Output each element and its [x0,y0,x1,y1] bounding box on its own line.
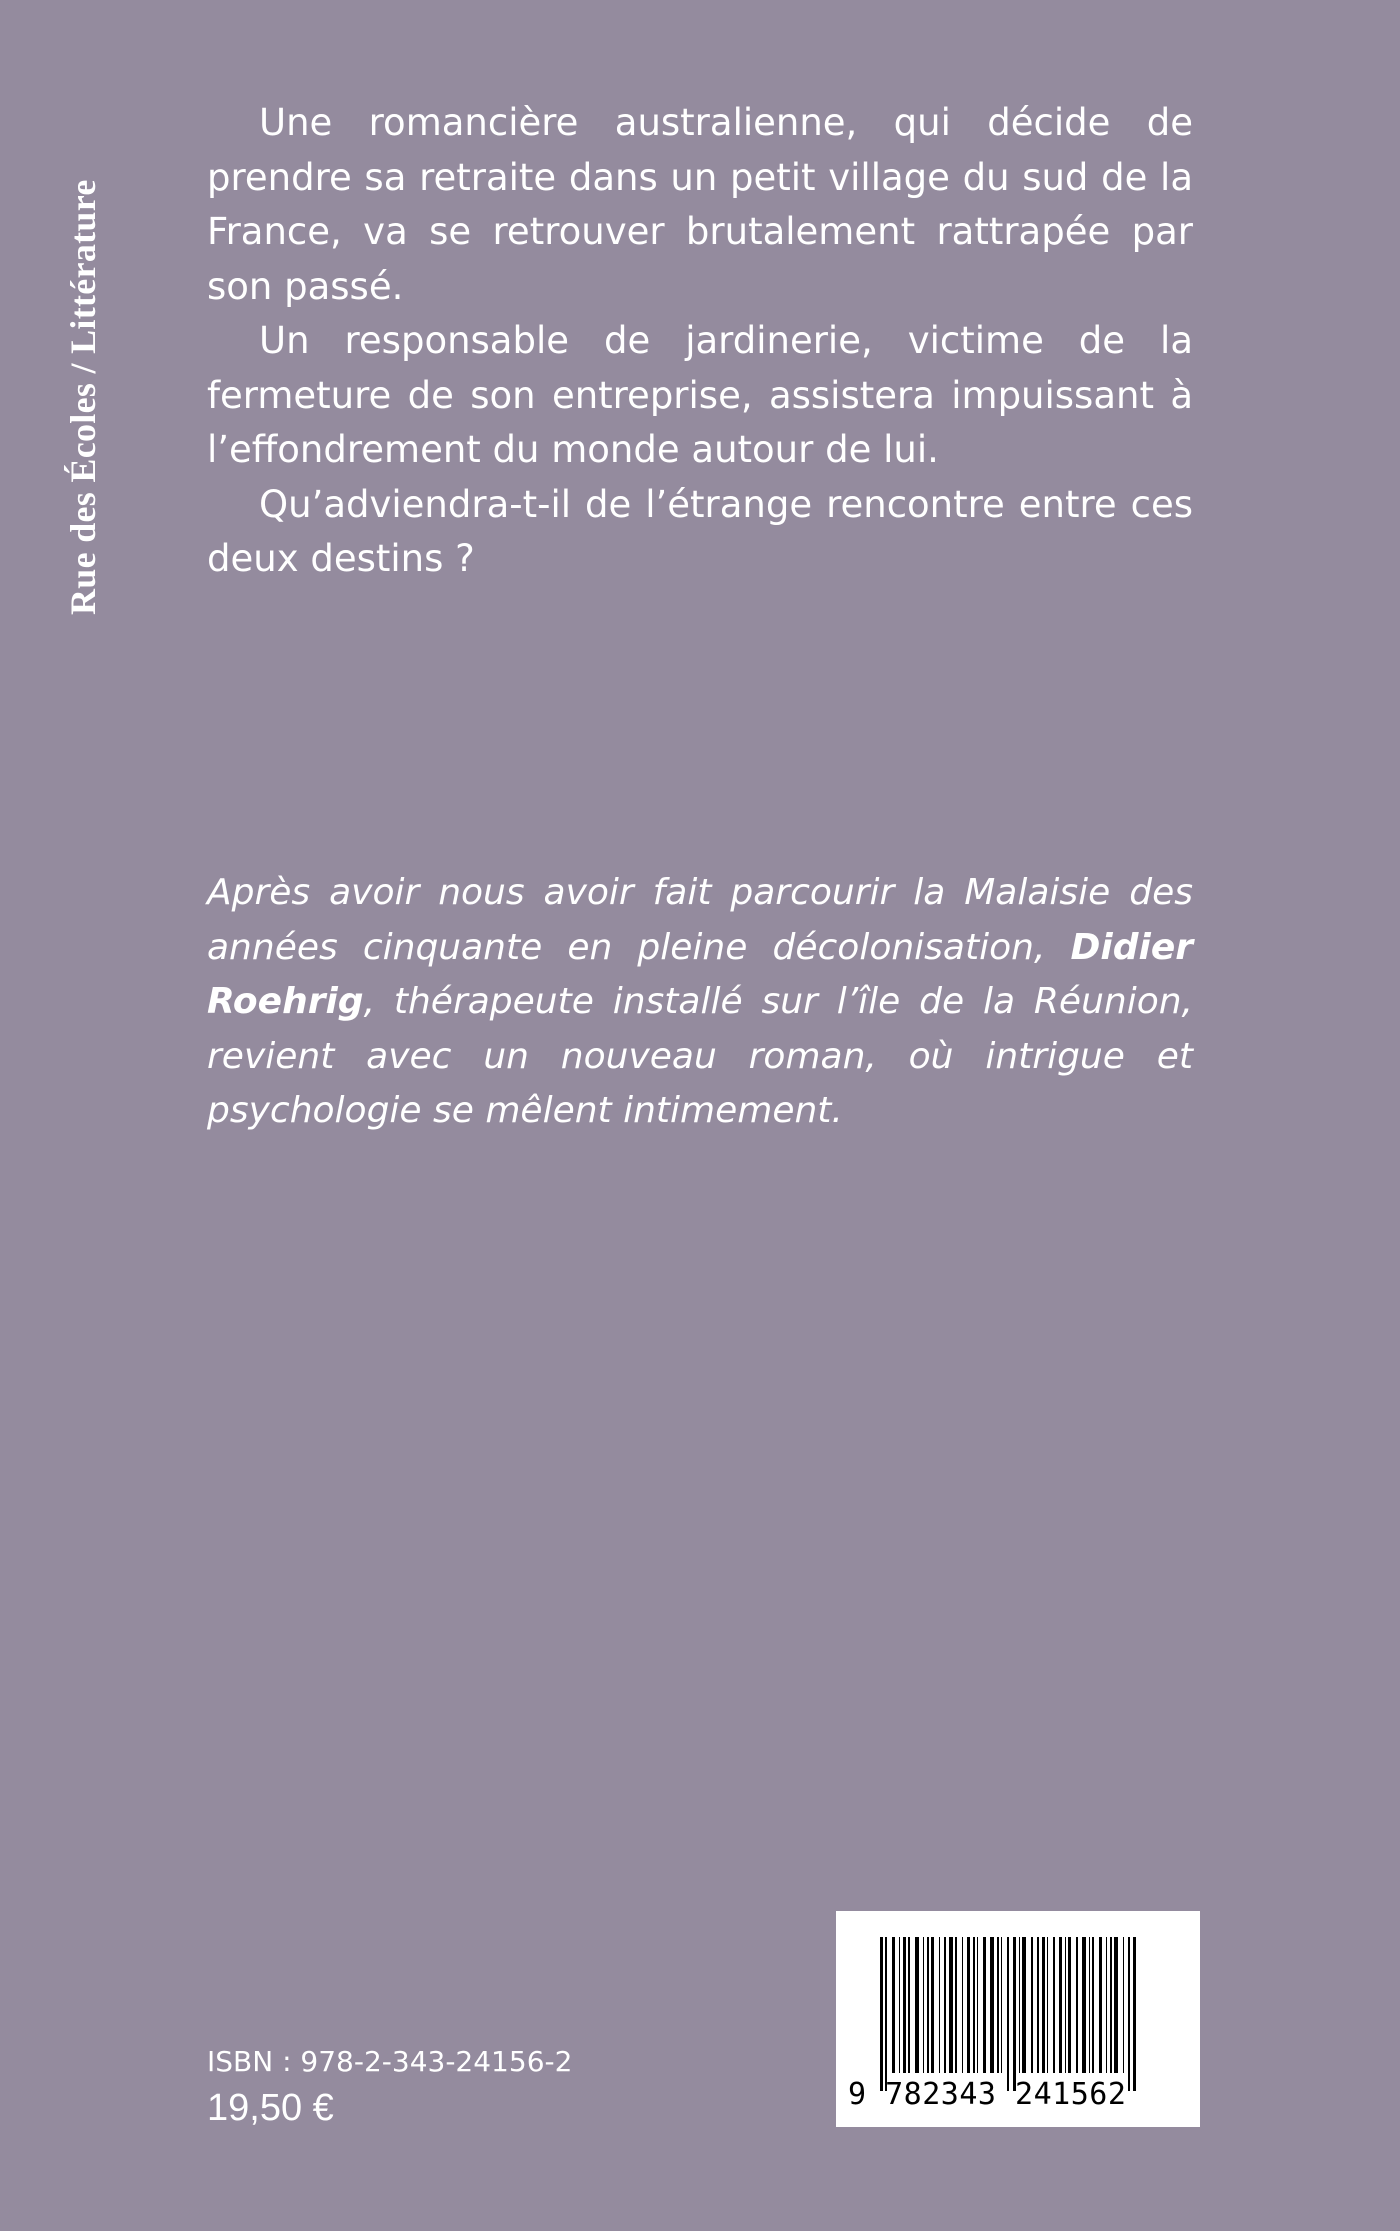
barcode-bar [915,1937,919,2073]
barcode-bar [997,1937,999,2073]
isbn-label: ISBN : 978-2-343-24156-2 [207,2045,573,2078]
barcode-bar [899,1937,900,2073]
price-label: 19,50 € [207,2087,334,2129]
synopsis-paragraph: Un responsable de jardinerie, victime de la fermeture de son entreprise, assistera impuissant à l’effondrement du monde autour de lui. [207,319,1193,471]
barcode-bar [1013,1937,1016,2091]
barcode-bar [1001,1937,1002,2073]
barcode-bar [1042,1937,1045,2073]
barcode-bar [1059,1937,1062,2073]
barcode-bar [955,1937,957,2073]
barcode [836,1911,1200,2127]
barcode-bar [1019,1937,1020,2073]
barcode-bar [1065,1937,1066,2073]
barcode-bar [1092,1937,1094,2073]
barcode-bar [908,1937,910,2073]
blurb-text-before: Après avoir nous avoir fait parcourir la Malaisie des années cinquante en pleine décolonisation, [207,872,1193,968]
barcode-bars [880,1937,1138,2087]
author-name: Didier Roehrig [207,926,1193,1022]
barcode-bar [1133,1937,1136,2091]
barcode-bar [944,1937,946,2073]
barcode-bar [1123,1937,1124,2073]
barcode-bar [983,1937,986,2073]
barcode-bar [885,1937,887,2091]
barcode-bar [939,1937,940,2073]
barcode-bar [927,1937,929,2073]
barcode-bar [1047,1937,1048,2073]
barcode-bar [1068,1937,1071,2073]
barcode-bar [949,1937,953,2073]
barcode-bar [903,1937,906,2073]
barcode-bar [1076,1937,1078,2073]
barcode-bar [962,1937,963,2073]
barcode-bar [977,1937,978,2073]
barcode-bar [1031,1937,1033,2073]
barcode-bar [973,1937,975,2073]
barcode-bar [1037,1937,1039,2073]
barcode-bar [1082,1937,1086,2073]
synopsis-paragraph: Une romancière australienne, qui décide de prendre sa retraite dans un petit village du sud de la France, va se retrouver brutalement rattrapée par son passé. [207,101,1193,308]
barcode-bar [1114,1937,1118,2073]
barcode-bar [1128,1937,1130,2091]
barcode-bar [1110,1937,1112,2073]
barcode-bar [931,1937,934,2073]
barcode-bar [1106,1937,1107,2073]
synopsis [207,96,1193,587]
barcode-bar [967,1937,970,2073]
synopsis-paragraph: Qu’adviendra-t-il de l’étrange rencontre entre ces deux destins ? [207,482,1193,580]
spine-label: Rue des Écoles / Littérature [63,179,103,615]
barcode-bar [1007,1937,1009,2091]
barcode-bar [1053,1937,1055,2073]
barcode-bar [923,1937,924,2073]
author-blurb [207,866,1193,1139]
barcode-bar [892,1937,895,2073]
barcode-digits: 9 782343 241562 [848,2077,1127,2112]
barcode-bar [880,1937,883,2091]
barcode-bar [1089,1937,1090,2073]
blurb-text-after: , thérapeute installé sur l’île de la Réunion, revient avec un nouveau roman, où intrigue et psychologie se mêlent intimement. [207,981,1193,1131]
barcode-bar [990,1937,994,2073]
barcode-bar [1099,1937,1102,2073]
barcode-bar [1022,1937,1026,2073]
